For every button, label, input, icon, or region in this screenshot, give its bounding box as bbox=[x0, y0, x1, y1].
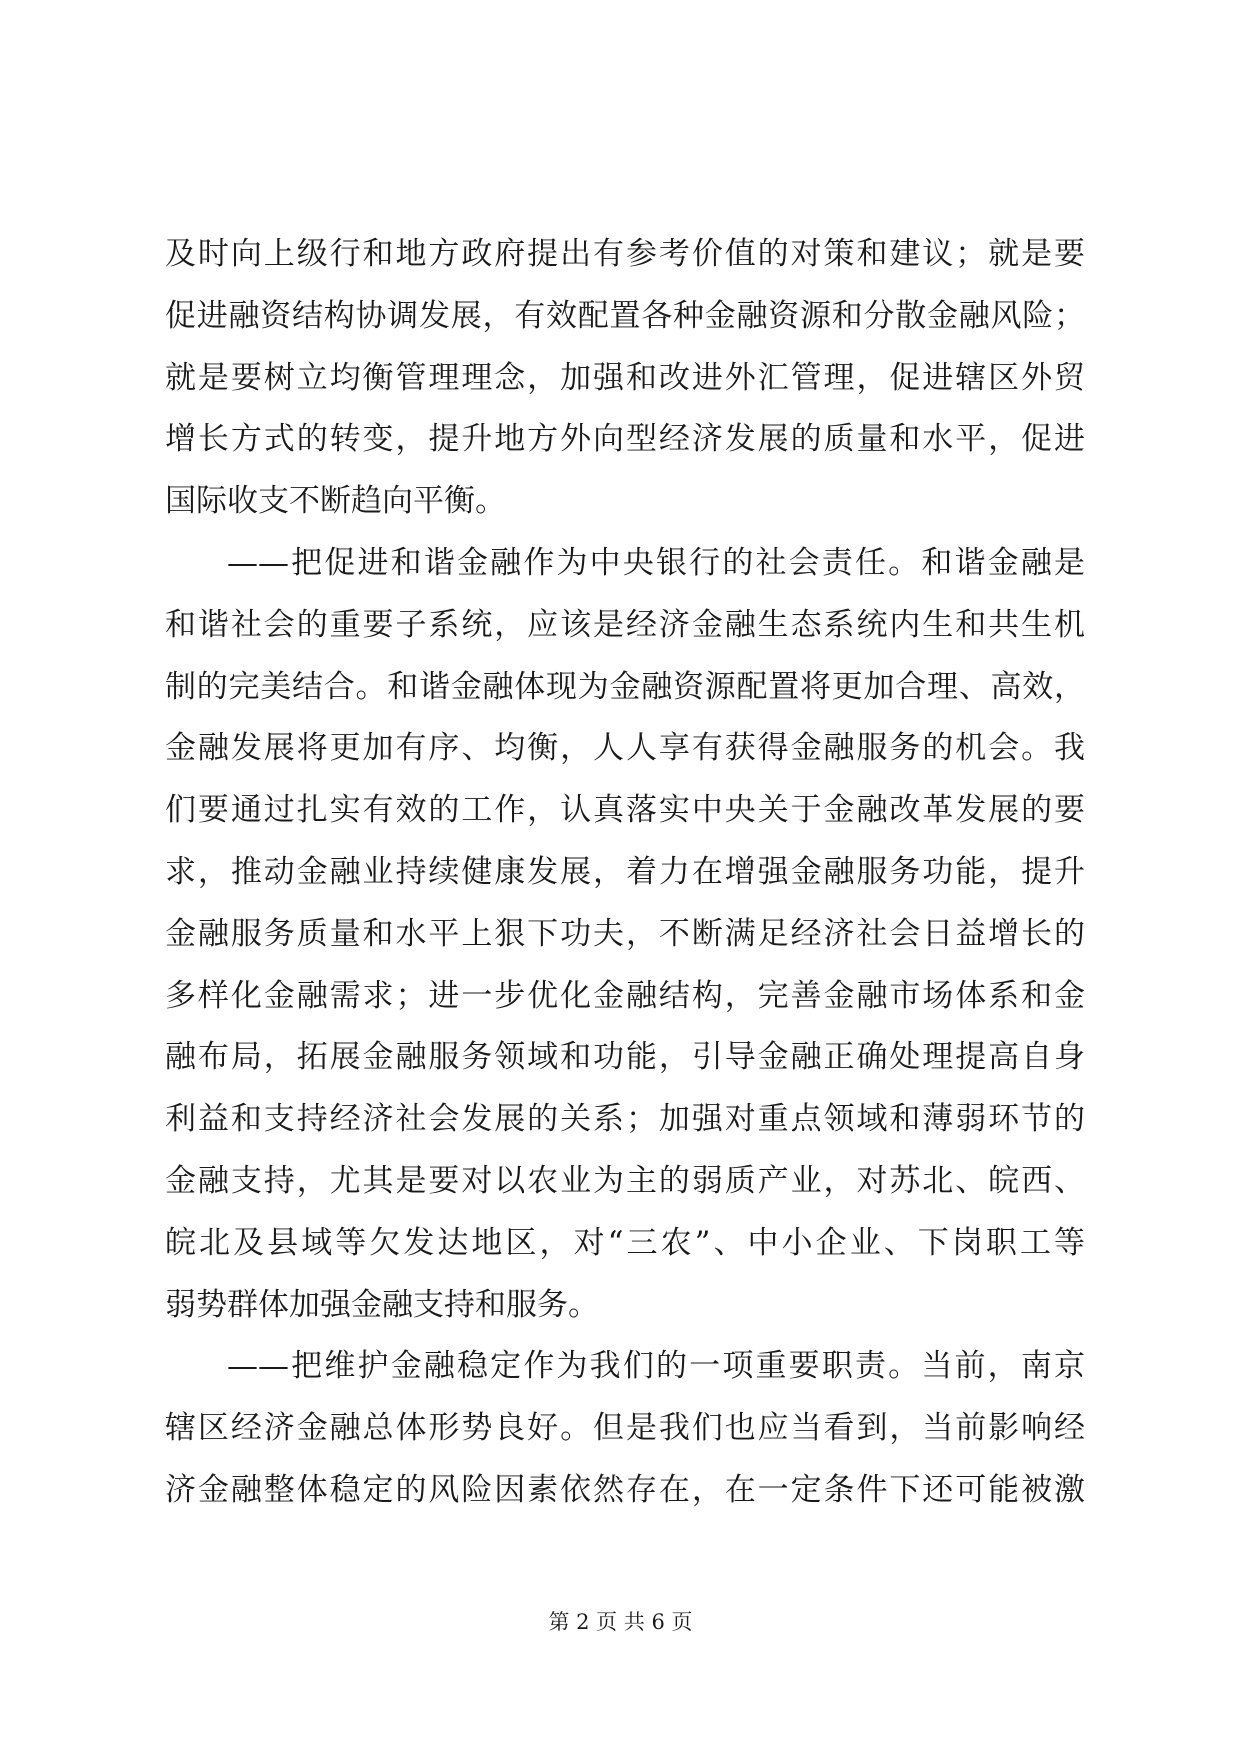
text-line: 多样化金融需求；进一步优化金融结构，完善金融市场体系和金 bbox=[165, 977, 1085, 1014]
text-line: ——把促进和谐金融作为中央银行的社会责任。和谐金融是 bbox=[227, 544, 1085, 581]
text-line: 金融发展将更加有序、均衡，人人享有获得金融服务的机会。我 bbox=[165, 730, 1085, 767]
text-line: 弱势群体加强金融支持和服务。 bbox=[165, 1286, 599, 1323]
text-line: 辖区经济金融总体形势良好。但是我们也应当看到，当前影响经 bbox=[165, 1410, 1085, 1447]
text-line: 国际收支不断趋向平衡。 bbox=[165, 483, 506, 520]
text-line: 皖北及县域等欠发达地区，对“三农”、中小企业、下岗职工等 bbox=[165, 1224, 1085, 1261]
text-line: 利益和支持经济社会发展的关系；加强对重点领域和薄弱环节的 bbox=[165, 1101, 1085, 1138]
text-line: 就是要树立均衡管理理念，加强和改进外汇管理，促进辖区外贸 bbox=[165, 359, 1085, 396]
text-line: 增长方式的转变，提升地方外向型经济发展的质量和水平，促进 bbox=[165, 421, 1085, 458]
body-text bbox=[165, 224, 1085, 1522]
text-line: 及时向上级行和地方政府提出有参考价值的对策和建议；就是要 bbox=[165, 236, 1085, 272]
text-line: 制的完美结合。和谐金融体现为金融资源配置将更加合理、高效， bbox=[165, 668, 1085, 705]
text-line: 们要通过扎实有效的工作，认真落实中央关于金融改革发展的要 bbox=[165, 792, 1085, 829]
page-number: 第 2 页 共 6 页 bbox=[548, 1610, 693, 1634]
text-line: 求，推动金融业持续健康发展，着力在增强金融服务功能，提升 bbox=[165, 853, 1085, 890]
text-line: 济金融整体稳定的风险因素依然存在，在一定条件下还可能被激 bbox=[165, 1471, 1085, 1508]
text-line: 促进融资结构协调发展，有效配置各种金融资源和分散金融风险； bbox=[165, 297, 1085, 334]
text-line: ——把维护金融稳定作为我们的一项重要职责。当前，南京 bbox=[227, 1348, 1085, 1385]
text-line: 融布局，拓展金融服务领域和功能，引导金融正确处理提高自身 bbox=[165, 1039, 1085, 1076]
text-line: 金融服务质量和水平上狠下功夫，不断满足经济社会日益增长的 bbox=[165, 915, 1085, 952]
text-line: 和谐社会的重要子系统，应该是经济金融生态系统内生和共生机 bbox=[165, 606, 1085, 643]
text-line: 金融支持，尤其是要对以农业为主的弱质产业，对苏北、皖西、 bbox=[165, 1162, 1085, 1199]
